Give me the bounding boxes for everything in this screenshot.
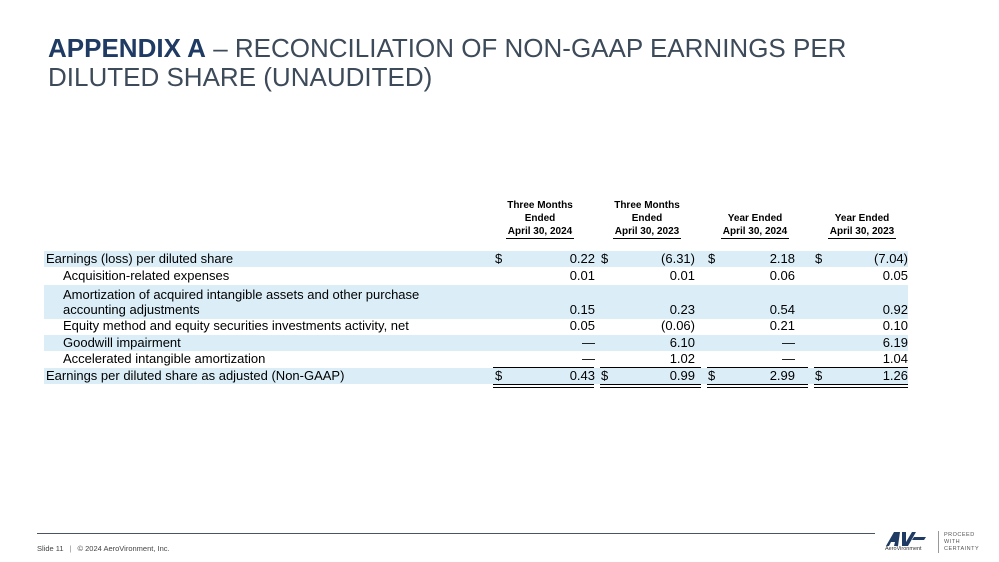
column-header-2: Three Months Ended April 30, 2023 — [614, 200, 680, 237]
total-double-rule — [814, 384, 908, 388]
total-double-rule — [493, 384, 594, 388]
column-header-4: Year Ended April 30, 2023 — [829, 213, 895, 237]
table-row: Goodwill impairment — 6.10 — 6.19 — [44, 335, 908, 351]
logo-divider — [938, 531, 939, 553]
table-row: Earnings (loss) per diluted share $ 0.22 $ (6.31) $ 2.18 $ (7.04) — [46, 251, 908, 266]
logo-tagline: PROCEED WITH CERTAINTY — [944, 532, 980, 552]
slide-title-rest: – RECONCILIATION OF NON-GAAP EARNINGS PER DILUTED SHARE (UNAUDITED) — [48, 33, 847, 92]
table-row-total: Earnings per diluted share as adjusted (Non-GAAP) $ 0.43 $ 0.99 $ 2.99 $ 1.26 — [46, 368, 908, 383]
total-double-rule — [600, 384, 701, 388]
footer: Slide 11 | © 2024 AeroVironment, Inc. — [37, 544, 170, 553]
column-header-1: Three Months Ended April 30, 2024 — [507, 200, 573, 237]
table-row: Amortization of acquired intangible assets and other purchase accounting adjustments 0.15 0.23 0.54 0.92 — [44, 285, 908, 319]
table-row: Equity method and equity securities investments activity, net 0.05 (0.06) 0.21 0.10 — [63, 318, 908, 333]
footer-divider — [37, 533, 875, 534]
table-row: Accelerated intangible amortization — 1.02 — 1.04 — [63, 351, 908, 366]
slide-title — [48, 34, 948, 92]
slide-title-bold: APPENDIX A — [48, 33, 206, 63]
aerovironment-logo-icon — [884, 531, 928, 547]
total-double-rule — [707, 384, 808, 388]
slide-number: Slide 11 — [37, 544, 64, 553]
copyright: © 2024 AeroVironment, Inc. — [77, 544, 170, 553]
column-header-3: Year Ended April 30, 2024 — [722, 213, 788, 237]
table-row: Acquisition-related expenses 0.01 0.01 0.06 0.05 — [63, 268, 908, 283]
logo-wordmark: AeroVironment — [885, 546, 922, 552]
